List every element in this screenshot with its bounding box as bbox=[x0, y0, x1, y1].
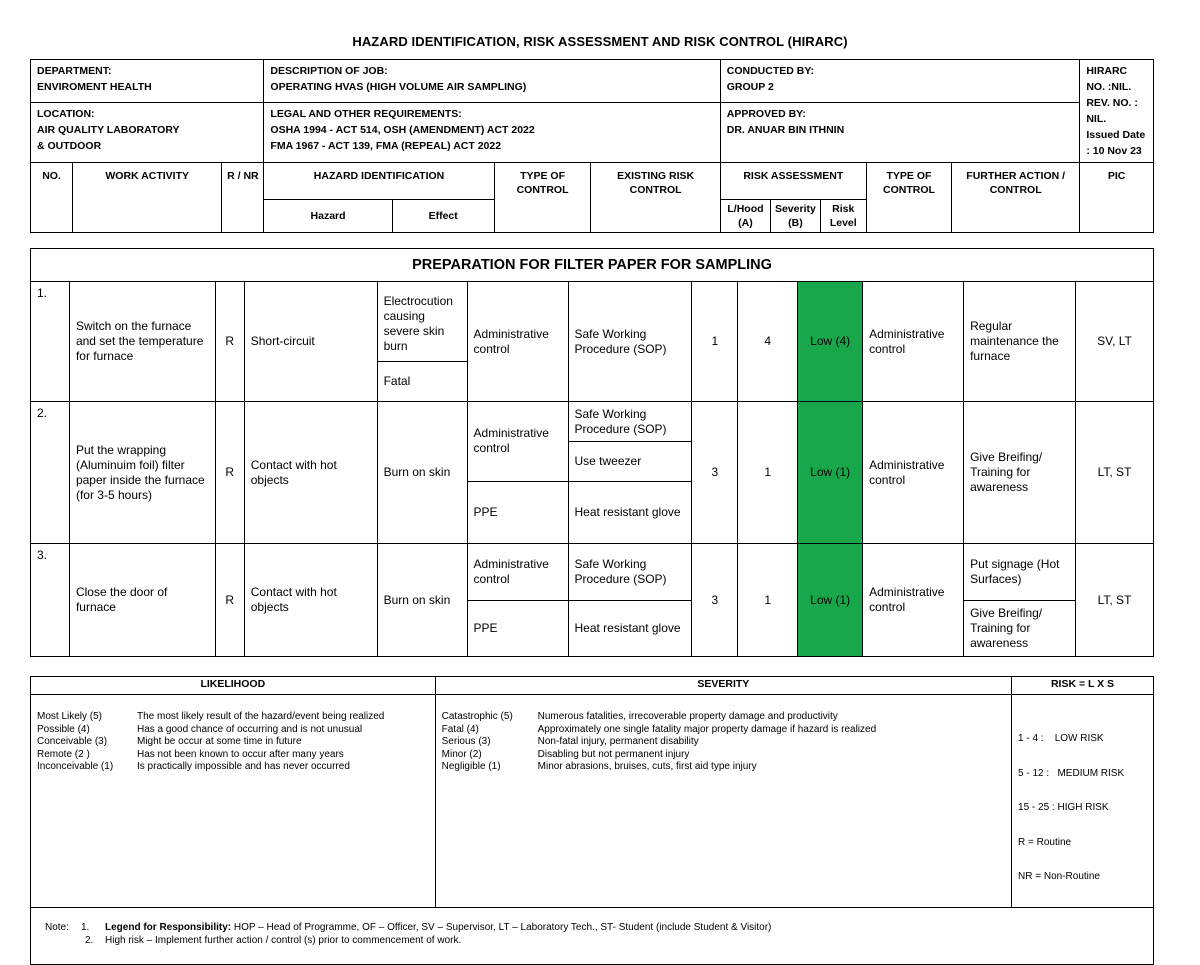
legend-key: Catastrophic (5) bbox=[441, 711, 513, 722]
legend-desc: Approximately one single fatality major property damage if hazard is realized bbox=[537, 723, 877, 735]
type-of-control: PPE bbox=[467, 482, 568, 544]
col-further-action: FURTHER ACTION / CONTROL bbox=[952, 163, 1080, 233]
legend-desc: Non-fatal injury, permanent disability bbox=[537, 736, 699, 747]
legend-key: Most Likely (5) bbox=[37, 711, 103, 722]
legal-line2: FMA 1967 - ACT 139, FMA (REPEAL) ACT 2022 bbox=[270, 139, 502, 152]
legal-label: LEGAL AND OTHER REQUIREMENTS: bbox=[270, 107, 462, 120]
effect: Burn on skin bbox=[377, 402, 467, 544]
legend-desc: Minor abrasions, bruises, cuts, first aid type injury bbox=[537, 761, 757, 772]
work-activity: Close the door of furnace bbox=[69, 544, 215, 657]
type-of-control: Administrative control bbox=[467, 282, 568, 402]
issued-date: Issued Date : 10 Nov 23 bbox=[1086, 129, 1146, 157]
pic: LT, ST bbox=[1076, 544, 1154, 657]
existing-risk-control: Safe Working Procedure (SOP) bbox=[568, 282, 692, 402]
existing-risk-control: Safe Working Procedure (SOP) bbox=[568, 544, 692, 601]
col-hazard-identification: HAZARD IDENTIFICATION bbox=[264, 163, 494, 200]
legend-desc: Might be occur at some time in future bbox=[137, 736, 302, 747]
likelihood-value: 1 bbox=[692, 282, 738, 402]
rnr: R bbox=[215, 544, 244, 657]
likelihood-value: 3 bbox=[692, 544, 738, 657]
conducted-cell bbox=[720, 60, 1080, 103]
existing-risk-control: Use tweezer bbox=[568, 442, 692, 482]
risk-legend-item: R = Routine bbox=[1018, 836, 1072, 848]
row-number: 1. bbox=[31, 282, 70, 402]
col-rnr: R / NR bbox=[222, 163, 264, 233]
further-action: Give Breifing/ Training for awareness bbox=[964, 402, 1076, 544]
further-action: Give Breifing/ Training for awareness bbox=[964, 601, 1076, 657]
col-no: NO. bbox=[31, 163, 73, 233]
col-type-of-control: TYPE OF CONTROL bbox=[494, 163, 591, 233]
legend-desc: Numerous fatalities, irrecoverable property damage and productivity bbox=[537, 711, 838, 722]
severity-title: SEVERITY bbox=[435, 677, 1011, 695]
likelihood-title: LIKELIHOOD bbox=[31, 677, 436, 695]
legend-desc: Has a good chance of occurring and is not unusual bbox=[137, 723, 363, 735]
rnr: R bbox=[215, 402, 244, 544]
hazard: Contact with hot objects bbox=[244, 544, 377, 657]
legend-key: Fatal (4) bbox=[441, 723, 479, 735]
department-label: DEPARTMENT: bbox=[37, 65, 112, 77]
legend-key: Remote (2 ) bbox=[37, 748, 90, 760]
risk-legend-item: 5 - 12 : MEDIUM RISK bbox=[1018, 767, 1125, 779]
pic: SV, LT bbox=[1076, 282, 1154, 402]
risk-legend-item: 1 - 4 : LOW RISK bbox=[1018, 733, 1104, 744]
hazard: Short-circuit bbox=[244, 282, 377, 402]
note-label: Note: bbox=[45, 921, 69, 933]
legend-table bbox=[30, 676, 1154, 965]
risk-level: Low (1) bbox=[798, 544, 863, 657]
legend-desc: The most likely result of the hazard/event being realized bbox=[137, 711, 385, 722]
note-text: HOP – Head of Programme, OF – Officer, SV – Supervisor, LT – Laboratory Tech., ST- Student (include Student & Visitor) bbox=[231, 921, 772, 933]
legend-key: Inconceivable (1) bbox=[37, 761, 114, 772]
hazard: Contact with hot objects bbox=[244, 402, 377, 544]
effect: Burn on skin bbox=[377, 544, 467, 657]
document-title: HAZARD IDENTIFICATION, RISK ASSESSMENT AND RISK CONTROL (HIRARC) bbox=[352, 34, 848, 49]
risk-legend bbox=[1012, 695, 1154, 908]
rnr: R bbox=[215, 282, 244, 402]
table-row bbox=[31, 544, 1154, 601]
type-of-control-after: Administrative control bbox=[863, 402, 964, 544]
hazard-table bbox=[30, 248, 1154, 657]
type-of-control-after: Administrative control bbox=[863, 544, 964, 657]
col-work-activity: WORK ACTIVITY bbox=[73, 163, 222, 233]
legend-key: Conceivable (3) bbox=[37, 736, 108, 747]
note-text: High risk – Implement further action / control (s) prior to commencement of work. bbox=[105, 934, 462, 946]
table-row bbox=[31, 282, 1154, 362]
effect: Fatal bbox=[377, 362, 467, 402]
location-cell bbox=[31, 102, 264, 162]
table-row bbox=[31, 402, 1154, 442]
legend-key: Serious (3) bbox=[441, 736, 491, 747]
legend-desc: Disabling but not permanent injury bbox=[537, 748, 690, 760]
col-pic: PIC bbox=[1080, 163, 1154, 233]
type-of-control: PPE bbox=[467, 601, 568, 657]
existing-risk-control: Heat resistant glove bbox=[568, 482, 692, 544]
further-action: Put signage (Hot Surfaces) bbox=[964, 544, 1076, 601]
risk-level: Low (4) bbox=[798, 282, 863, 402]
pic: LT, ST bbox=[1076, 402, 1154, 544]
department-cell bbox=[31, 60, 264, 103]
description-value: OPERATING HVAS (HIGH VOLUME AIR SAMPLING) bbox=[270, 81, 527, 93]
risk-title: RISK = L X S bbox=[1012, 677, 1154, 695]
severity-legend bbox=[435, 695, 1011, 908]
col-risk-assessment: RISK ASSESSMENT bbox=[720, 163, 866, 200]
description-label: DESCRIPTION OF JOB: bbox=[270, 65, 388, 77]
legend-desc: Has not been known to occur after many years bbox=[137, 748, 344, 760]
note-bold: Legend for Responsibility: bbox=[105, 921, 232, 933]
location-line1: AIR QUALITY LABORATORY bbox=[37, 123, 180, 136]
approved-label: APPROVED BY: bbox=[726, 107, 806, 120]
col-hazard: Hazard bbox=[264, 200, 392, 233]
description-cell bbox=[264, 60, 720, 103]
type-of-control-after: Administrative control bbox=[863, 282, 964, 402]
likelihood-value: 3 bbox=[692, 402, 738, 544]
work-activity: Put the wrapping (Aluminuim foil) filter paper inside the furnace (for 3-5 hours) bbox=[69, 402, 215, 544]
risk-level: Low (1) bbox=[798, 402, 863, 544]
legend-key: Minor (2) bbox=[441, 748, 482, 760]
legal-cell bbox=[264, 102, 720, 162]
existing-risk-control: Safe Working Procedure (SOP) bbox=[568, 402, 692, 442]
note-number: 1. bbox=[81, 921, 90, 933]
further-action: Regular maintenance the furnace bbox=[964, 282, 1076, 402]
likelihood-legend bbox=[31, 695, 436, 908]
col-risk-level: Risk Level bbox=[820, 200, 866, 233]
approved-cell bbox=[720, 102, 1080, 162]
header-table bbox=[30, 59, 1154, 233]
severity-value: 4 bbox=[738, 282, 798, 402]
location-line2: & OUTDOOR bbox=[37, 139, 102, 152]
notes-cell bbox=[31, 907, 1154, 964]
hirarc-no: HIRARC NO. :NIL. bbox=[1086, 65, 1132, 93]
section-title: PREPARATION FOR FILTER PAPER FOR SAMPLING bbox=[31, 249, 1154, 282]
hirarc-info-cell bbox=[1080, 60, 1154, 163]
conducted-value: GROUP 2 bbox=[726, 81, 774, 93]
col-severity: Severity (B) bbox=[771, 200, 820, 233]
location-label: LOCATION: bbox=[37, 107, 95, 120]
severity-value: 1 bbox=[738, 402, 798, 544]
legal-line1: OSHA 1994 - ACT 514, OSH (AMENDMENT) ACT 2022 bbox=[270, 123, 535, 136]
department-value: ENVIROMENT HEALTH bbox=[37, 81, 152, 93]
col-type-of-control-2: TYPE OF CONTROL bbox=[866, 163, 951, 233]
legend-key: Possible (4) bbox=[37, 723, 90, 735]
work-activity: Switch on the furnace and set the temperature for furnace bbox=[69, 282, 215, 402]
risk-legend-item: 15 - 25 : HIGH RISK bbox=[1018, 802, 1109, 813]
approved-value: DR. ANUAR BIN ITHNIN bbox=[726, 123, 845, 136]
effect: Electrocution causing severe skin burn bbox=[377, 282, 467, 362]
legend-key: Negligible (1) bbox=[441, 761, 501, 772]
type-of-control: Administrative control bbox=[467, 402, 568, 482]
col-effect: Effect bbox=[392, 200, 494, 233]
risk-legend-item: NR = Non-Routine bbox=[1018, 871, 1100, 882]
type-of-control: Administrative control bbox=[467, 544, 568, 601]
row-number: 3. bbox=[31, 544, 70, 657]
existing-risk-control: Heat resistant glove bbox=[568, 601, 692, 657]
rev-no: REV. NO. : NIL. bbox=[1086, 97, 1138, 125]
severity-value: 1 bbox=[738, 544, 798, 657]
col-likelihood: L/Hood (A) bbox=[720, 200, 770, 233]
col-existing-risk-control: EXISTING RISK CONTROL bbox=[591, 163, 720, 233]
row-number: 2. bbox=[31, 402, 70, 544]
legend-desc: Is practically impossible and has never occurred bbox=[137, 761, 350, 772]
note-number: 2. bbox=[85, 934, 94, 946]
conducted-label: CONDUCTED BY: bbox=[726, 65, 815, 77]
